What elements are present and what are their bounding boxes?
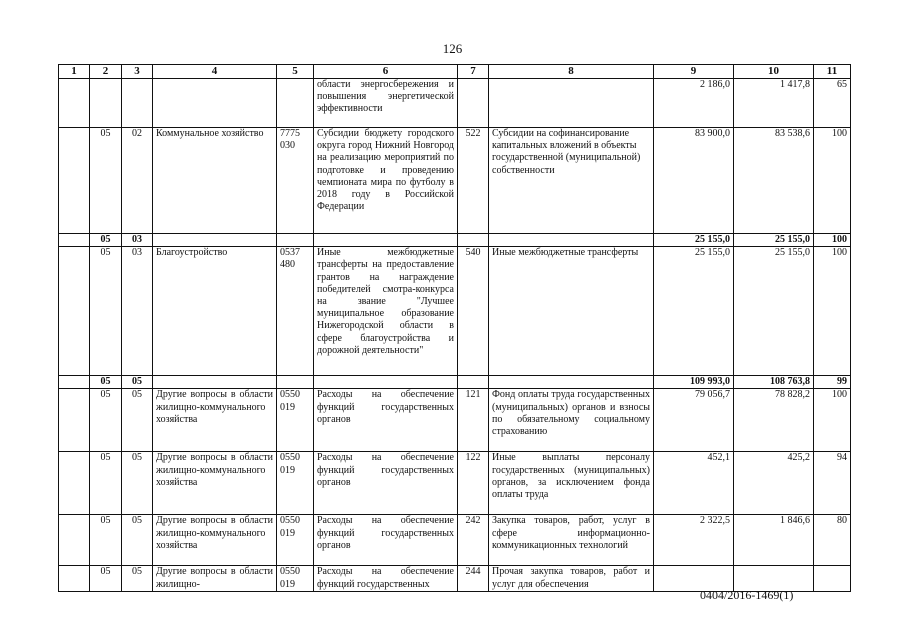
actual-amount: 1 846,6 xyxy=(734,515,814,566)
table-row xyxy=(59,452,851,515)
page-number: 126 xyxy=(442,41,463,56)
section-name: Другие вопросы в области жилищно- xyxy=(153,566,277,592)
section-name: Другие вопросы в области жилищно-коммунального хозяйства xyxy=(153,389,277,452)
column-header: 11 xyxy=(814,65,851,79)
actual-amount: 425,2 xyxy=(734,452,814,515)
expense-type-name: Иные выплаты персоналу государственных (муниципальных) органов, за исключением фонда оплаты труда xyxy=(489,452,654,515)
execution-percent: 65 xyxy=(814,79,851,128)
section-name: Другие вопросы в области жилищно-коммунального хозяйства xyxy=(153,515,277,566)
column-header: 2 xyxy=(90,65,122,79)
target-code xyxy=(277,79,314,128)
expense-type-code: 522 xyxy=(458,128,489,234)
planned-amount: 83 900,0 xyxy=(654,128,734,234)
subsection-code: 05 xyxy=(122,376,153,389)
subtotal-row xyxy=(59,234,851,247)
actual-amount: 1 417,8 xyxy=(734,79,814,128)
table-row xyxy=(59,247,851,376)
execution-percent: 100 xyxy=(814,128,851,234)
target-name: Расходы на обеспечение функций государственных органов xyxy=(314,515,458,566)
execution-percent: 100 xyxy=(814,389,851,452)
expense-type-name: Прочая закупка товаров, работ и услуг для обеспечения xyxy=(489,566,654,592)
target-code: 7775 030 xyxy=(277,128,314,234)
target-name: Расходы на обеспечение функций государственных xyxy=(314,566,458,592)
section-code: 05 xyxy=(90,452,122,515)
subsection-code: 05 xyxy=(122,515,153,566)
expense-type-code xyxy=(458,79,489,128)
expense-type-code: 242 xyxy=(458,515,489,566)
section-name: Коммунальное хозяйство xyxy=(153,128,277,234)
expense-type-name: Фонд оплаты труда государственных (муниципальных) органов и взносы по обязательному социальному страхованию xyxy=(489,389,654,452)
section-code: 05 xyxy=(90,389,122,452)
table-header-row xyxy=(59,65,851,79)
target-code: 0550 019 xyxy=(277,389,314,452)
planned-amount: 109 993,0 xyxy=(654,376,734,389)
column-header: 8 xyxy=(489,65,654,79)
column-header: 5 xyxy=(277,65,314,79)
column-header: 9 xyxy=(654,65,734,79)
planned-amount: 79 056,7 xyxy=(654,389,734,452)
subsection-code xyxy=(122,79,153,128)
actual-amount: 83 538,6 xyxy=(734,128,814,234)
section-code: 05 xyxy=(90,566,122,592)
subsection-code: 05 xyxy=(122,452,153,515)
budget-table xyxy=(58,64,851,592)
column-header: 1 xyxy=(59,65,90,79)
expense-type-code: 122 xyxy=(458,452,489,515)
subsection-code: 05 xyxy=(122,566,153,592)
table-row xyxy=(59,128,851,234)
section-code: 05 xyxy=(90,376,122,389)
target-name: Субсидии бюджету городского округа город Нижний Новгород на реализацию мероприятий по подготовке и проведению чемпионата мира по футболу в 2018 году в Российской Федерации xyxy=(314,128,458,234)
document-code: 0404/2016-1469(1) xyxy=(700,588,794,602)
section-code: 05 xyxy=(90,128,122,234)
target-code: 0550 019 xyxy=(277,515,314,566)
actual-amount: 78 828,2 xyxy=(734,389,814,452)
section-name: Благоустройство xyxy=(153,247,277,376)
execution-percent: 80 xyxy=(814,515,851,566)
planned-amount: 2 186,0 xyxy=(654,79,734,128)
execution-percent: 100 xyxy=(814,247,851,376)
execution-percent: 99 xyxy=(814,376,851,389)
planned-amount: 25 155,0 xyxy=(654,247,734,376)
expense-type-code: 121 xyxy=(458,389,489,452)
expense-type-code: 244 xyxy=(458,566,489,592)
actual-amount: 25 155,0 xyxy=(734,234,814,247)
target-code: 0537 480 xyxy=(277,247,314,376)
column-header: 10 xyxy=(734,65,814,79)
expense-type-name: Закупка товаров, работ, услуг в сфере информационно-коммуникационных технологий xyxy=(489,515,654,566)
table-row xyxy=(59,79,851,128)
target-name: области энергосбережения и повышения энергетической эффективности xyxy=(314,79,458,128)
target-code: 0550 019 xyxy=(277,452,314,515)
column-header: 3 xyxy=(122,65,153,79)
planned-amount: 452,1 xyxy=(654,452,734,515)
target-name: Иные межбюджетные трансферты на предоставление грантов на награждение победителей смотра-конкурса на звание "Лучшее муниципальное образование Нижегородской области в сфере благоустройства и дорожной деятельности" xyxy=(314,247,458,376)
subtotal-row xyxy=(59,376,851,389)
expense-type-code: 540 xyxy=(458,247,489,376)
planned-amount: 2 322,5 xyxy=(654,515,734,566)
subsection-code: 03 xyxy=(122,234,153,247)
execution-percent xyxy=(814,566,851,592)
expense-type-name xyxy=(489,79,654,128)
planned-amount: 25 155,0 xyxy=(654,234,734,247)
section-code: 05 xyxy=(90,515,122,566)
column-header: 7 xyxy=(458,65,489,79)
expense-type-name: Субсидии на софинансирование капитальных вложений в объекты государственной (муниципальной) собственности xyxy=(489,128,654,234)
expense-type-name: Иные межбюджетные трансферты xyxy=(489,247,654,376)
table-row xyxy=(59,515,851,566)
target-name: Расходы на обеспечение функций государственных органов xyxy=(314,389,458,452)
execution-percent: 100 xyxy=(814,234,851,247)
subsection-code: 05 xyxy=(122,389,153,452)
section-code: 05 xyxy=(90,234,122,247)
section-code: 05 xyxy=(90,247,122,376)
actual-amount: 108 763,8 xyxy=(734,376,814,389)
actual-amount: 25 155,0 xyxy=(734,247,814,376)
execution-percent: 94 xyxy=(814,452,851,515)
target-name: Расходы на обеспечение функций государственных органов xyxy=(314,452,458,515)
column-header: 6 xyxy=(314,65,458,79)
section-name xyxy=(153,79,277,128)
section-name: Другие вопросы в области жилищно-коммунального хозяйства xyxy=(153,452,277,515)
subsection-code: 03 xyxy=(122,247,153,376)
column-header: 4 xyxy=(153,65,277,79)
section-code xyxy=(90,79,122,128)
subsection-code: 02 xyxy=(122,128,153,234)
target-code: 0550 019 xyxy=(277,566,314,592)
table-row xyxy=(59,389,851,452)
